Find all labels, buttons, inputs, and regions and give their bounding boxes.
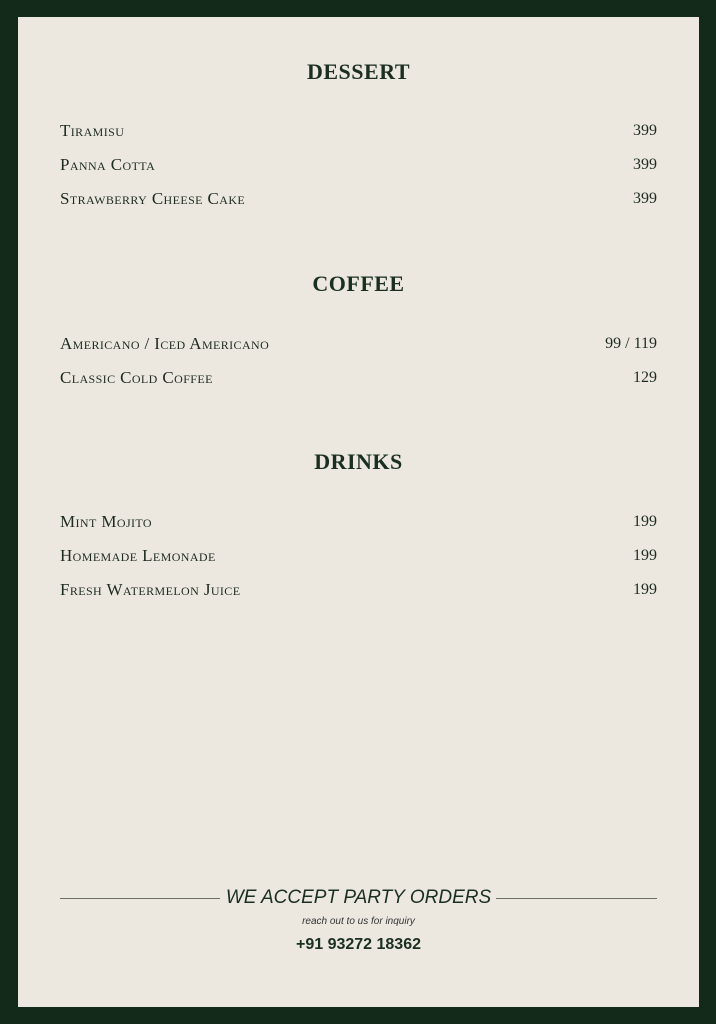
section-coffee [18,269,699,387]
section-title: COFFEE [312,271,405,296]
item-name: Homemade Lemonade [60,546,216,565]
section-dessert [18,57,699,208]
divider-line [496,898,657,899]
footer-heading: WE ACCEPT PARTY ORDERS [225,887,492,908]
item-name: Panna Cotta [60,155,156,174]
item-price: 199 [633,547,657,564]
item-name: Mint Mojito [60,512,152,531]
menu-item [60,579,657,601]
menu-page [18,17,699,1007]
menu-item [60,120,657,142]
section-title: DESSERT [307,59,410,84]
item-name: Tiramisu [60,121,125,140]
section-drinks [18,447,699,599]
item-price: 129 [633,369,657,386]
item-name: Americano / Iced Americano [60,334,270,353]
menu-item [60,545,657,567]
menu-item [60,511,657,533]
item-price: 399 [633,190,657,207]
item-name: Strawberry Cheese Cake [60,189,246,208]
footer-subtext: reach out to us for inquiry [302,916,415,927]
menu-item [60,367,657,389]
menu-item [60,154,657,176]
party-orders-footer [60,886,657,966]
menu-item [60,333,657,355]
item-price: 99 / 119 [605,335,657,352]
item-name: Classic Cold Coffee [60,368,213,387]
item-price: 199 [633,513,657,530]
menu-item [60,188,657,210]
item-price: 399 [633,156,657,173]
item-price: 399 [633,122,657,139]
phone-number[interactable]: +91 93272 18362 [295,936,421,953]
item-name: Fresh Watermelon Juice [60,580,241,599]
item-price: 199 [633,581,657,598]
section-title: DRINKS [314,449,403,474]
